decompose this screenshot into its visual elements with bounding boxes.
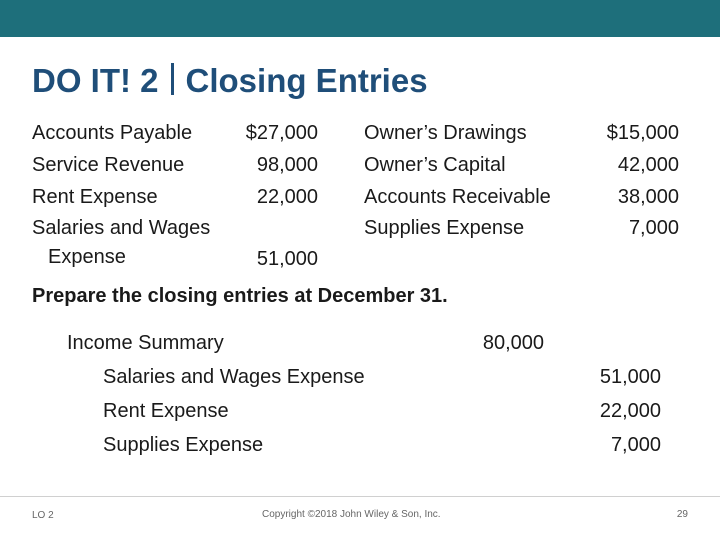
account-name: Owner’s Drawings: [364, 122, 527, 144]
account-name-continued: Expense: [48, 246, 126, 268]
debit-amount: 80,000: [482, 332, 544, 354]
account-amount: $15,000: [606, 122, 679, 144]
credit-account: Supplies Expense: [103, 434, 264, 456]
copyright-text: Copyright ©2018 John Wiley & Son, Inc.: [262, 509, 441, 520]
credit-account: Rent Expense: [103, 400, 229, 422]
title-left: DO IT! 2: [32, 62, 159, 99]
page-number: 29: [676, 509, 688, 520]
title-separator: [171, 63, 174, 95]
credit-amount: 7,000: [610, 434, 661, 456]
account-amount: 42,000: [617, 154, 679, 176]
account-name: Accounts Receivable: [364, 186, 551, 208]
debit-account: Income Summary: [67, 332, 224, 354]
account-name: Rent Expense: [32, 186, 158, 208]
top-color-bar: [0, 0, 720, 37]
account-amount: 38,000: [617, 186, 679, 208]
account-name: Salaries and Wages: [32, 217, 211, 239]
footer-divider: [0, 496, 720, 497]
account-amount: 22,000: [256, 186, 318, 208]
account-amount: $27,000: [245, 122, 318, 144]
account-amount: 98,000: [256, 154, 318, 176]
learning-objective-label: LO 2: [32, 510, 54, 521]
account-name: Service Revenue: [32, 154, 185, 176]
credit-amount: 51,000: [599, 366, 661, 388]
credit-amount: 22,000: [599, 400, 661, 422]
account-name: Owner’s Capital: [364, 154, 506, 176]
account-amount: 7,000: [628, 217, 679, 239]
title-right: Closing Entries: [185, 62, 428, 99]
account-name: Supplies Expense: [364, 217, 525, 239]
question-text: Prepare the closing entries at December 31.: [32, 285, 448, 307]
account-amount: 51,000: [256, 248, 318, 270]
account-name: Accounts Payable: [32, 122, 193, 144]
credit-account: Salaries and Wages Expense: [103, 366, 365, 388]
slide-title: [32, 62, 428, 100]
